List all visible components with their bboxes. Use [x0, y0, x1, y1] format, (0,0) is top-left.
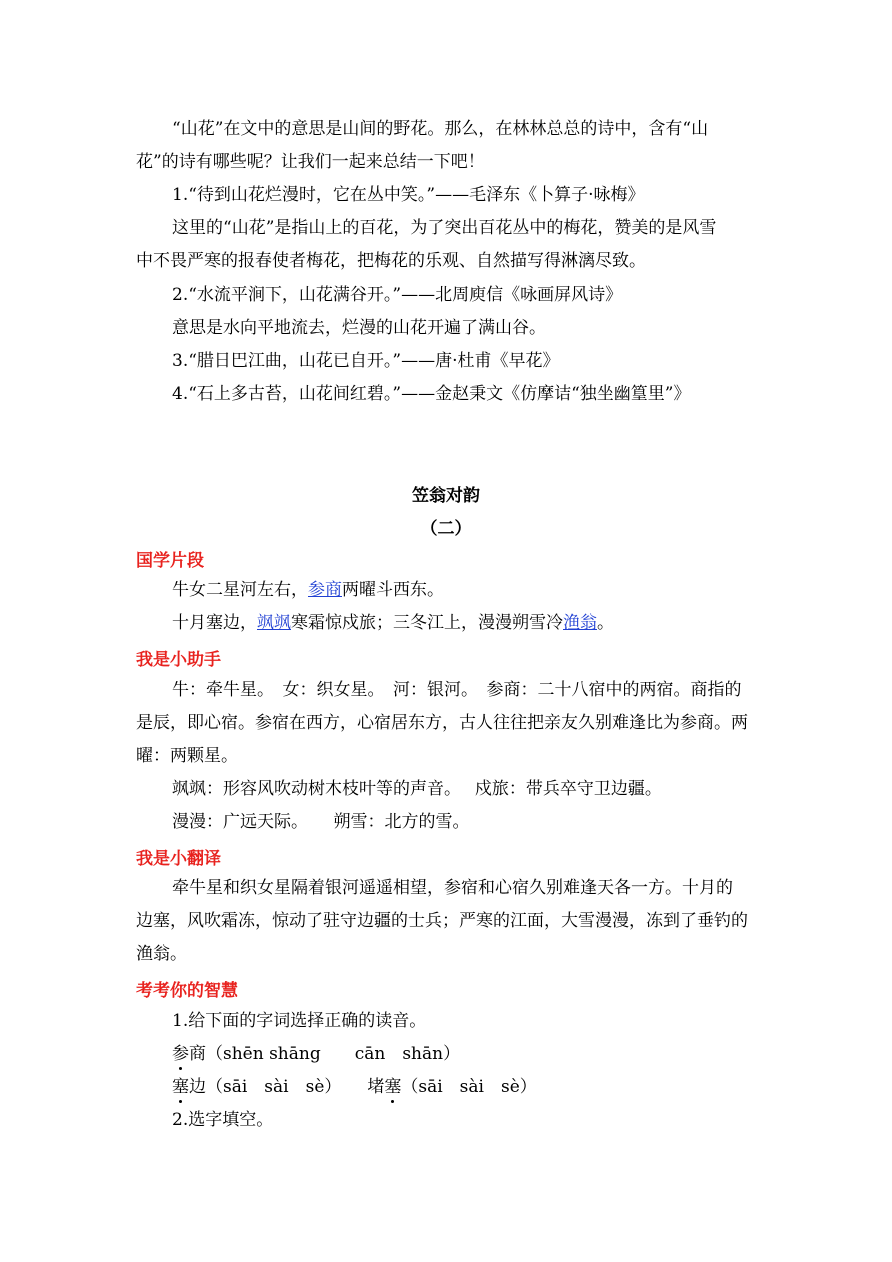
dotted-char: 塞: [172, 1077, 189, 1097]
helper-line: 是辰，即心宿。参宿在西方，心宿居东方，古人往往把亲友久别难逢比为参商。两: [136, 713, 748, 733]
link-shenshang[interactable]: 参商: [308, 580, 342, 600]
pinyin-option-line: [172, 1043, 460, 1065]
section-title: 笠翁对韵: [412, 486, 480, 506]
intro-paragraph-line: 花”的诗有哪些呢？让我们一起来总结一下吧！: [136, 152, 485, 172]
helper-line: 牛：牵牛星。 女：织女星。 河：银河。 参商：二十八宿中的两宿。商指的: [172, 680, 742, 700]
quiz-question-2: 2.选字填空。: [172, 1110, 274, 1130]
heading-quiz: 考考你的智慧: [136, 981, 238, 1001]
translate-line: 渔翁。: [136, 944, 187, 964]
link-yuweng[interactable]: 渔翁: [563, 613, 597, 633]
translate-line: 边塞，风吹霜冻，惊动了驻守边疆的士兵；严寒的江面，大雪漫漫，冻到了垂钓的: [136, 911, 748, 931]
heading-guoxue: 国学片段: [136, 551, 204, 571]
poem-item-1-note: 这里的“山花”是指山上的百花，为了突出百花丛中的梅花，赞美的是风雪: [172, 218, 717, 238]
helper-line: 曜：两颗星。: [136, 746, 238, 766]
dotted-char: 参: [172, 1044, 189, 1064]
poem-item-3: 3.“腊日巴江曲，山花已自开。”——唐·杜甫《早花》: [172, 351, 560, 371]
intro-paragraph-line: “山花”在文中的意思是山间的野花。那么，在林林总总的诗中，含有“山: [172, 119, 709, 139]
verse-text: 寒霜惊戍旅；三冬江上，漫漫朔雪冷: [291, 613, 563, 633]
quiz-question-1: 1.给下面的字词选择正确的读音。: [172, 1011, 427, 1031]
helper-line: 漫漫：广远天际。 朔雪：北方的雪。: [172, 812, 470, 832]
poem-item-1: 1.“待到山花烂漫时，它在丛中笑。”——毛泽东《卜算子·咏梅》: [172, 185, 645, 205]
poem-item-1-note: 中不畏严寒的报春使者梅花，把梅花的乐观、自然描写得淋漓尽致。: [136, 251, 646, 271]
verse-text: 十月塞边，: [172, 613, 257, 633]
dotted-char: 塞: [384, 1077, 402, 1097]
heading-translate: 我是小翻译: [136, 849, 221, 869]
verse-line-1: [172, 579, 444, 601]
verse-text: 两曜斗西东。: [342, 580, 444, 600]
word-prefix: 堵: [367, 1077, 385, 1097]
verse-text: 。: [597, 613, 614, 633]
pinyin-options: 商（shēn shāng cān shān）: [189, 1044, 461, 1064]
translate-line: 牵牛星和织女星隔着银河遥遥相望，参宿和心宿久别难逢天各一方。十月的: [172, 878, 733, 898]
verse-text: 牛女二星河左右，: [172, 580, 308, 600]
poem-item-2-note: 意思是水向平地流去，烂漫的山花开遍了满山谷。: [172, 318, 546, 338]
pinyin-options: 边（sāi sài sè）: [189, 1077, 342, 1097]
heading-helper: 我是小助手: [136, 650, 221, 670]
poem-item-2: 2.“水流平涧下，山花满谷开。”——北周庾信《咏画屏风诗》: [172, 285, 623, 305]
pinyin-option-line: [172, 1076, 537, 1098]
link-sasa[interactable]: 飒飒: [257, 613, 291, 633]
verse-line-2: [172, 612, 614, 634]
pinyin-options: （sāi sài sè）: [401, 1077, 537, 1097]
helper-line: 飒飒：形容风吹动树木枝叶等的声音。 戍旅：带兵卒守卫边疆。: [172, 779, 662, 799]
section-subtitle: （二）: [420, 519, 472, 539]
poem-item-4: 4.“石上多古苔，山花间红碧。”——金赵秉文《仿摩诘“独坐幽篁里”》: [172, 384, 691, 404]
